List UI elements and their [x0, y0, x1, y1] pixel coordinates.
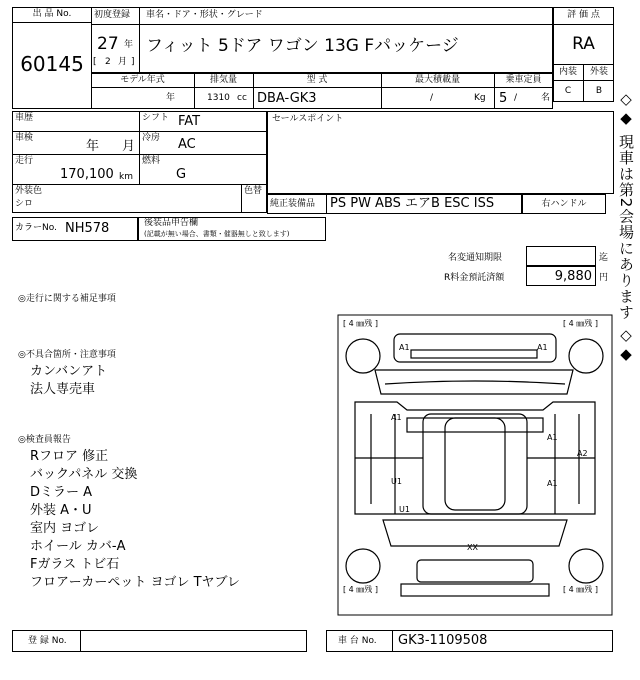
model-value: DBA-GK3 [257, 91, 317, 106]
ac-label: 冷房 [142, 133, 161, 143]
handle-value: 右ハンドル [541, 199, 587, 209]
damage-mark: A1 [547, 433, 558, 442]
equip-label: 純正装備品 [270, 199, 316, 209]
reg-month: 2 [105, 57, 111, 67]
interior-grade: C [564, 86, 572, 96]
equip-value: PS PW ABS エアB ESC ISS [330, 196, 495, 211]
recolor-label: 色替 [244, 186, 263, 196]
inspector-line: 室内 ヨゴレ [30, 521, 100, 536]
tire-label-front-left: [ 4 ㎜残 ] [343, 319, 378, 328]
chassis-label: 車 台 No. [338, 636, 377, 646]
shift-value: FAT [178, 114, 201, 129]
load-unit: Kg [474, 93, 486, 103]
exterior-grade: B [595, 86, 603, 96]
capacity-unit: 名 [541, 93, 551, 103]
inspector-line: Dミラー A [30, 485, 93, 500]
ac-value: AC [178, 137, 196, 152]
sales-label: セールスポイント [272, 114, 344, 124]
reg-month-unit: 月 [118, 57, 128, 67]
model-year-unit: 年 [166, 93, 176, 103]
fuel-value: G [176, 167, 187, 182]
lot-label: 出 品 No. [12, 9, 92, 23]
tire-label-front-right: [ 4 ㎜残 ] [563, 319, 598, 328]
displacement-unit: cc [237, 93, 247, 103]
reg-year-unit: 年 [124, 40, 134, 50]
car-damage-diagram [337, 314, 613, 616]
defect-title: ◎不具合箇所・注意事項 [18, 350, 116, 360]
damage-mark: A1 [537, 343, 548, 352]
inspection-month-unit: 月 [122, 139, 136, 154]
damage-mark: A1 [399, 343, 410, 352]
side-notice: ◇◆ 現車は第2会場にあります ◇◆ [617, 90, 635, 365]
damage-mark: A1 [547, 479, 558, 488]
mileage-label: 走行 [15, 156, 34, 166]
load-label: 最大積載量 [414, 75, 460, 85]
recycle-value: 9,880 [554, 269, 592, 284]
interior-label: 内装 [558, 67, 577, 77]
color-no-label: カラーNo. [15, 223, 57, 233]
damage-mark: U1 [391, 477, 402, 486]
mileage-value: 170,100 [60, 167, 114, 182]
damage-mark: A1 [391, 413, 402, 422]
inspection-year-unit: 年 [86, 139, 100, 154]
inspection-label: 車検 [15, 133, 34, 143]
recycle-unit: 円 [599, 273, 609, 283]
inspector-line: フロアーカーペット ヨゴレ Tヤブレ [30, 575, 241, 590]
aftermarket-label: 後装品申告欄 [144, 218, 199, 228]
damage-mark: U1 [399, 505, 410, 514]
inspector-line: 外装 A・U [30, 503, 92, 518]
damage-mark: A2 [577, 449, 588, 458]
tire-label-rear-right: [ 4 ㎜残 ] [563, 585, 598, 594]
fuel-label: 燃料 [142, 156, 161, 166]
lot-number: 60145 [20, 52, 84, 76]
history-label: 車歴 [15, 113, 34, 123]
ext-color-value: シロ [15, 199, 34, 209]
capacity-label: 乗車定員 [505, 75, 542, 85]
inspector-line: ホイール カバ-A [30, 539, 126, 554]
reg-year: 27 [97, 34, 119, 54]
load-sep: / [430, 93, 434, 103]
defect-line: カンバンアト [30, 364, 108, 379]
color-no-value: NH578 [65, 221, 110, 236]
damage-mark: XX [467, 543, 478, 552]
running-notes-title: ◎走行に関する補足事項 [18, 294, 116, 304]
mileage-unit: km [119, 172, 133, 182]
inspector-title: ◎検査員報告 [18, 435, 71, 445]
recycle-label: R料金預託済額 [444, 273, 505, 283]
exterior-label: 外装 [589, 67, 608, 77]
displacement-label: 排気量 [209, 75, 237, 85]
deadline-unit: 迄 [599, 253, 609, 263]
model-label: 型 式 [306, 75, 328, 85]
rating-value: RA [572, 34, 595, 54]
car-name-label: 車名・ドア・形状・グレード [146, 10, 263, 20]
inspector-line: バックパネル 交換 [30, 467, 138, 482]
aftermarket-note: (記載が無い場合、書類・催器無しと致します) [144, 230, 290, 238]
ext-color-label: 外装色 [15, 186, 43, 196]
displacement-value: 1310 [207, 93, 230, 103]
deadline-label: 名変通知期限 [448, 253, 503, 263]
shift-label: シフト [142, 113, 170, 123]
tire-label-rear-left: [ 4 ㎜残 ] [343, 585, 378, 594]
first-reg-label: 初度登録 [94, 10, 131, 20]
reg-no-label: 登 録 No. [28, 636, 67, 646]
chassis-value: GK3-1109508 [398, 633, 488, 648]
rating-label: 評 価 点 [567, 10, 600, 20]
inspector-line: Fガラス トビ石 [30, 557, 120, 572]
car-name: フィット 5ドア ワゴン 13G Fパッケージ [146, 36, 459, 56]
inspector-line: Rフロア 修正 [30, 449, 109, 464]
capacity-value: 5 [499, 91, 508, 106]
defect-line: 法人専売車 [30, 382, 96, 397]
deadline-box [526, 246, 596, 266]
model-year-label: モデル年式 [120, 75, 165, 85]
capacity-sep: / [514, 93, 518, 103]
